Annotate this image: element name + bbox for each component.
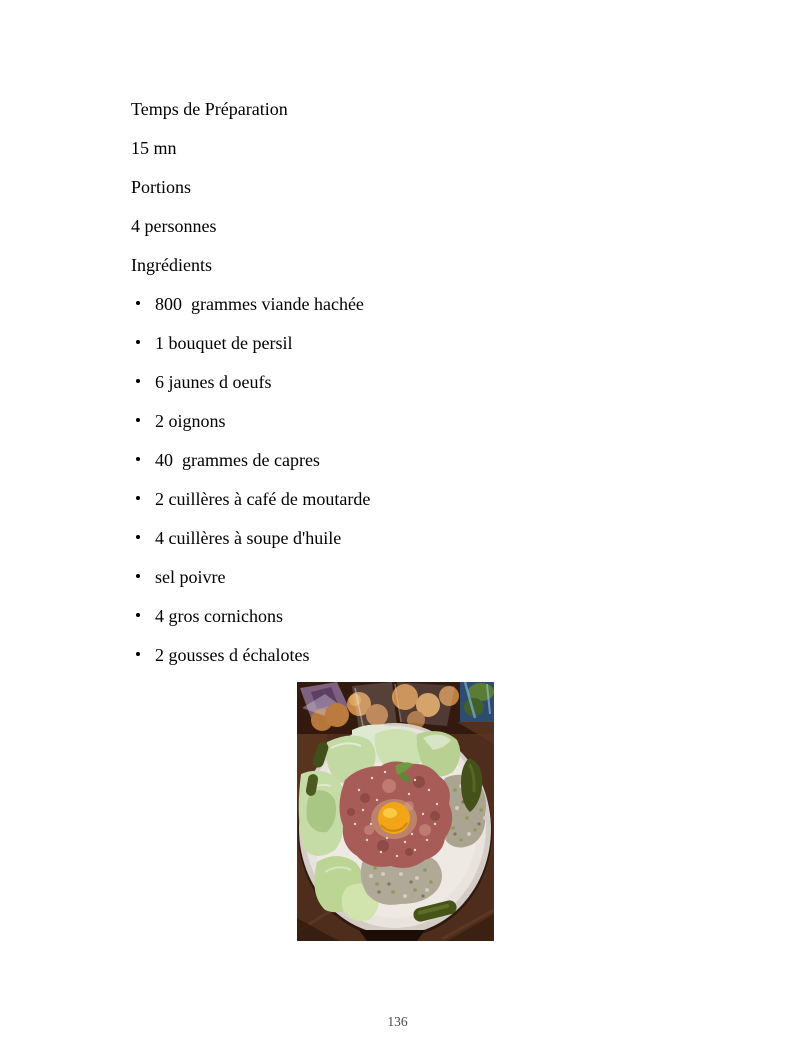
portions-label: Portions [131,177,192,197]
ingredient-item: 800 grammes viande hachée [131,295,671,314]
bun [325,703,349,727]
ingredients-heading: Ingrédients [131,255,212,275]
dish-photo-illustration [297,682,494,941]
page-number: 136 [387,1014,408,1029]
ingredient-item: 4 cuillères à soupe d'huile [131,529,671,548]
ingredients-list [131,295,671,665]
egg-yolk [378,802,410,834]
ingredient-item: sel poivre [131,568,671,587]
portions-value: 4 personnes [131,216,217,236]
table-shadow [359,930,425,941]
ingredient-item: 4 gros cornichons [131,607,671,626]
ingredient-item: 40 grammes de capres [131,451,671,470]
egg-yolk-highlight [383,808,397,818]
prep-time-value: 15 mn [131,138,177,158]
recipe-text-block [131,100,671,685]
ingredient-item: 2 gousses d échalotes [131,646,671,665]
plastic-sheen [397,682,455,726]
dish-photo [297,682,494,941]
prep-time-label: Temps de Préparation [131,99,288,119]
lettuce-leaf [307,790,337,832]
ingredient-item: 1 bouquet de persil [131,334,671,353]
ingredient-item: 2 oignons [131,412,671,431]
ingredient-item: 6 jaunes d oeufs [131,373,671,392]
ingredient-item: 2 cuillères à café de moutarde [131,490,671,509]
